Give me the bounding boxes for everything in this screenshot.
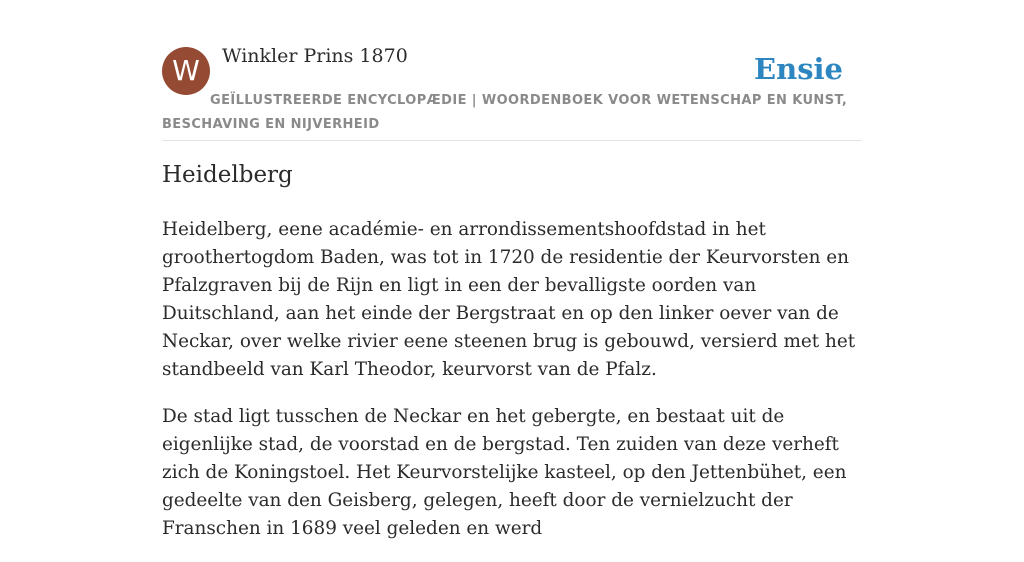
article-body <box>162 216 867 562</box>
article-title: Heidelberg <box>162 162 293 188</box>
article-paragraph: De stad ligt tusschen de Neckar en het gebergte, en bestaat uit de eigenlijke stad, de voorstad en de bergstad. Ten zuiden van deze verheft zich de Koningstoel. Het Keurvorstelijke kasteel, op den Jettenbühet, een gedeelte van den Geisberg, gelegen, heeft door de vernielzucht der Franschen in 1689 veel geleden en werd <box>162 406 847 539</box>
page <box>162 0 862 539</box>
header <box>162 0 862 141</box>
article-paragraph: Heidelberg, eene académie- en arrondissementshoofdstad in het groothertogdom Baden, was tot in 1720 de residentie der Keurvorsten en Pfalzgraven bij de Rijn en ligt in een der bevalligste oorden van Duitschland, aan het einde der Bergstraat en op den linker oever van de Neckar, over welke rivier eene steenen brug is gebouwd, versierd met het standbeeld van Karl Theodor, keurvorst van de Pfalz. <box>162 219 856 380</box>
brand-logo[interactable]: Ensie <box>754 52 843 86</box>
source-subtitle: GEÏLLUSTREERDE ENCYCLOPÆDIE | WOORDENBOEK VOOR WETENSCHAP EN KUNST, BESCHAVING EN NIJVERHEID <box>162 93 848 132</box>
avatar[interactable]: W <box>162 47 210 95</box>
source-title[interactable]: Winkler Prins 1870 <box>222 45 408 67</box>
